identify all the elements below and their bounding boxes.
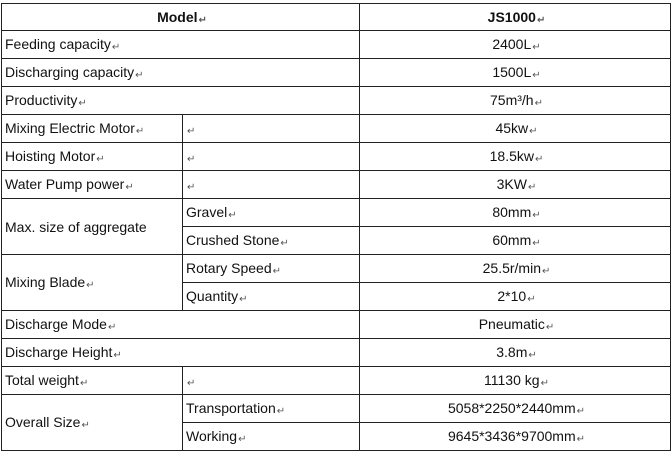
spec-table — [1, 3, 671, 451]
row-value-cell — [360, 367, 671, 395]
table-header-row — [2, 4, 671, 31]
paragraph-mark-icon: ↵ — [187, 182, 196, 193]
row-value: 3KW — [496, 176, 527, 192]
row-value-cell — [360, 31, 671, 59]
row-value: 5058*2250*2440mm — [447, 400, 576, 416]
paragraph-mark-icon: ↵ — [187, 126, 196, 137]
row-value: 45kw — [495, 120, 529, 136]
paragraph-mark-icon: ↵ — [541, 266, 551, 277]
paragraph-mark-icon: ↵ — [228, 210, 237, 221]
table-row — [2, 31, 671, 59]
paragraph-mark-icon: ↵ — [529, 126, 538, 137]
sub-label: Quantity — [186, 288, 239, 304]
row-label-cell — [2, 115, 183, 143]
empty-sub-cell — [183, 143, 360, 171]
paragraph-mark-icon: ↵ — [576, 434, 586, 445]
row-value-cell — [360, 311, 671, 339]
paragraph-mark-icon: ↵ — [78, 98, 87, 109]
row-value-cell — [360, 283, 671, 311]
paragraph-mark-icon: ↵ — [532, 238, 541, 249]
sub-label-cell — [183, 255, 360, 283]
table-row — [2, 255, 671, 283]
empty-sub-cell — [183, 171, 360, 199]
row-label: Productivity — [5, 92, 78, 108]
paragraph-mark-icon: ↵ — [135, 70, 144, 81]
header-model-value: JS1000 — [487, 8, 536, 25]
row-value: 18.5kw — [489, 148, 534, 164]
paragraph-mark-icon: ↵ — [272, 266, 281, 277]
group-label-cell — [2, 199, 183, 255]
row-value: 2400L — [492, 36, 532, 52]
sub-label: Crushed Stone — [186, 232, 280, 248]
paragraph-mark-icon: ↵ — [79, 378, 89, 389]
paragraph-mark-icon: ↵ — [576, 406, 586, 417]
paragraph-mark-icon: ↵ — [280, 238, 289, 249]
group-label-cell — [2, 395, 183, 451]
paragraph-mark-icon: ↵ — [86, 280, 95, 291]
paragraph-mark-icon: ↵ — [527, 294, 536, 305]
table-row — [2, 395, 671, 423]
sub-label-cell — [183, 423, 360, 451]
group-label: Mixing Blade — [5, 274, 86, 290]
paragraph-mark-icon: ↵ — [96, 154, 105, 165]
row-value: 75m³/h — [490, 92, 534, 108]
row-value: 2*10 — [497, 288, 527, 304]
row-value-cell — [360, 423, 671, 451]
row-label: Discharging capacity — [5, 64, 135, 80]
table-row — [2, 115, 671, 143]
sub-label-cell — [183, 227, 360, 255]
row-label: Water Pump power — [5, 176, 125, 192]
table-row — [2, 143, 671, 171]
row-label-cell — [2, 143, 183, 171]
sub-label-cell — [183, 395, 360, 423]
sub-label: Gravel — [186, 204, 228, 220]
empty-sub-cell — [183, 115, 360, 143]
row-value-cell — [360, 227, 671, 255]
row-value: Pneumatic — [478, 316, 545, 332]
paragraph-mark-icon: ↵ — [239, 294, 248, 305]
row-label: Feeding capacity — [5, 36, 111, 52]
paragraph-mark-icon: ↵ — [534, 98, 543, 109]
row-value: 80mm — [492, 204, 532, 220]
paragraph-mark-icon: ↵ — [111, 42, 121, 53]
sub-label: Rotary Speed — [186, 260, 272, 276]
group-label-cell — [2, 255, 183, 311]
row-label: Hoisting Motor — [5, 148, 96, 164]
row-label-cell — [2, 339, 360, 367]
paragraph-mark-icon: ↵ — [135, 126, 145, 137]
row-value-cell — [360, 395, 671, 423]
paragraph-mark-icon: ↵ — [532, 70, 541, 81]
paragraph-mark-icon: ↵ — [534, 154, 544, 165]
row-label: Total weight — [5, 372, 79, 388]
row-label: Mixing Electric Motor — [5, 120, 135, 136]
row-value-cell — [360, 115, 671, 143]
table-row — [2, 59, 671, 87]
table-row — [2, 199, 671, 227]
empty-sub-cell — [183, 367, 360, 395]
sub-label-cell — [183, 283, 360, 311]
table-row — [2, 311, 671, 339]
table-row — [2, 87, 671, 115]
table-row — [2, 367, 671, 395]
group-label: Overall Size — [5, 414, 81, 430]
paragraph-mark-icon: ↵ — [528, 350, 537, 361]
row-label: Discharge Height — [5, 344, 113, 360]
row-label-cell — [2, 59, 360, 87]
paragraph-mark-icon: ↵ — [81, 420, 90, 431]
row-label-cell — [2, 171, 183, 199]
row-value: 11130 kg — [484, 372, 540, 388]
paragraph-mark-icon: ↵ — [276, 406, 286, 417]
paragraph-mark-icon: ↵ — [187, 378, 196, 389]
row-value-cell — [360, 143, 671, 171]
row-label-cell — [2, 31, 360, 59]
paragraph-mark-icon: ↵ — [532, 42, 541, 53]
sub-label: Transportation — [186, 400, 276, 416]
paragraph-mark-icon: ↵ — [107, 322, 117, 333]
header-model-cell — [2, 4, 360, 31]
sub-label: Working — [186, 428, 238, 444]
row-label-cell — [2, 311, 360, 339]
row-label-cell — [2, 367, 183, 395]
row-value-cell — [360, 171, 671, 199]
row-value: 9645*3436*9700mm — [447, 428, 576, 444]
row-label-cell — [2, 87, 360, 115]
paragraph-mark-icon: ↵ — [238, 434, 247, 445]
paragraph-mark-icon: ↵ — [545, 322, 555, 333]
paragraph-mark-icon: ↵ — [527, 182, 537, 193]
row-value-cell — [360, 255, 671, 283]
paragraph-mark-icon: ↵ — [125, 182, 134, 193]
paragraph-mark-icon: ↵ — [198, 14, 207, 26]
row-value-cell — [360, 87, 671, 115]
header-model-label: Model — [157, 8, 198, 25]
sub-label-cell — [183, 199, 360, 227]
table-row — [2, 171, 671, 199]
paragraph-mark-icon: ↵ — [536, 14, 546, 26]
row-value: 3.8m — [496, 344, 528, 360]
row-value: 60mm — [492, 232, 532, 248]
header-model-value-cell — [360, 4, 671, 31]
table-row — [2, 339, 671, 367]
paragraph-mark-icon: ↵ — [113, 350, 122, 361]
row-value-cell — [360, 199, 671, 227]
paragraph-mark-icon: ↵ — [540, 378, 549, 389]
row-value: 25.5r/min — [482, 260, 541, 276]
row-value-cell — [360, 59, 671, 87]
paragraph-mark-icon: ↵ — [187, 154, 196, 165]
paragraph-mark-icon: ↵ — [532, 210, 541, 221]
group-label: Max. size of aggregate — [5, 218, 147, 235]
row-label: Discharge Mode — [5, 316, 107, 332]
row-value-cell — [360, 339, 671, 367]
row-value: 1500L — [492, 64, 532, 80]
